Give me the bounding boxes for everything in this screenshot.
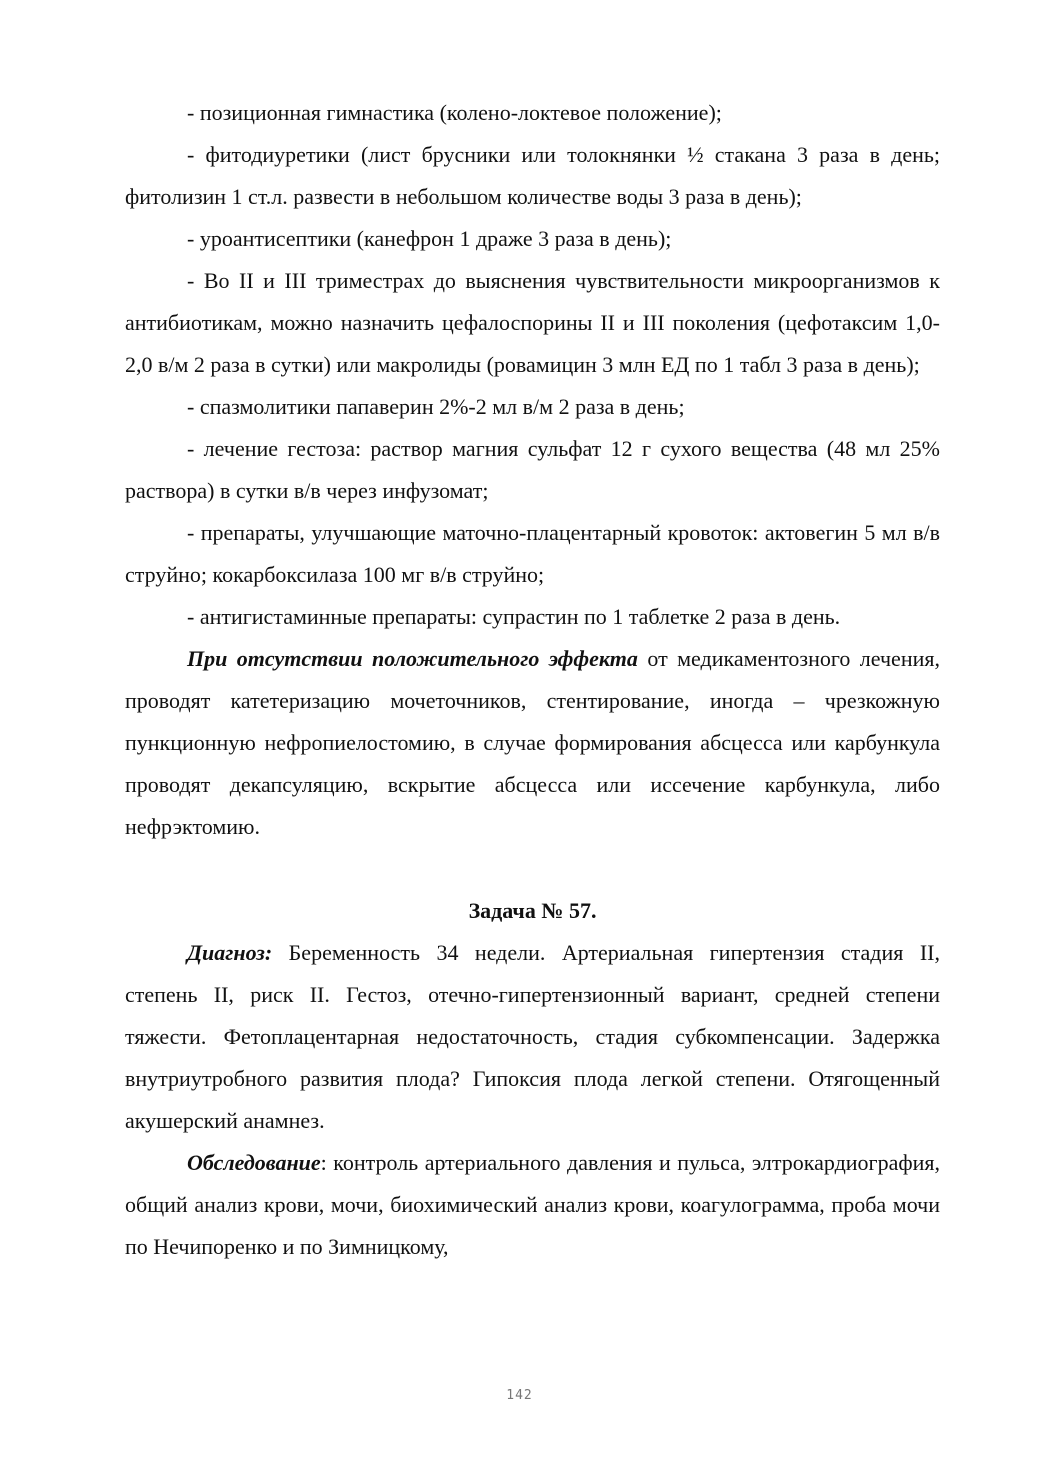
paragraph-lead: Диагноз: <box>187 940 273 965</box>
list-item: - уроантисептики (канефрон 1 драже 3 раза в день); <box>187 226 672 251</box>
examination-paragraph <box>125 1142 940 1268</box>
no-effect-paragraph <box>125 638 940 848</box>
paragraph-lead: Обследование <box>187 1150 321 1175</box>
list-item: - Во II и III триместрах до выяснения чувствительности микроорганизмов к антибиотикам, можно назначить цефалоспорины II и III поколения (цефотаксим 1,0-2,0 в/м 2 раза в сутки) или макролиды (ровамицин 3 млн ЕД по 1 табл 3 раза в день); <box>125 268 940 377</box>
task-heading: Задача № 57. <box>468 898 597 923</box>
paragraph-text: : контроль артериального давления и пульса, элтрокардиография, общий анализ крови, мочи, биохимический анализ крови, коагулограмма, проба мочи по Нечипоренко и по Зимницкому, <box>125 1150 940 1259</box>
page-number: 142 <box>506 1388 533 1403</box>
paragraph-lead: При отсутствии положительного эффекта <box>187 646 638 671</box>
list-item: - лечение гестоза: раствор магния сульфат 12 г сухого вещества (48 мл 25% раствора) в сутки в/в через инфузомат; <box>125 436 940 503</box>
list-item: - антигистаминные препараты: супрастин по 1 таблетке 2 раза в день. <box>187 604 841 629</box>
list-item: - спазмолитики папаверин 2%-2 мл в/м 2 раза в день; <box>187 394 685 419</box>
diagnosis-paragraph <box>125 932 940 1142</box>
list-item: - фитодиуретики (лист брусники или толокнянки ½ стакана 3 раза в день; фитолизин 1 ст.л. развести в небольшом количестве воды 3 раза в день); <box>125 142 940 209</box>
list-item: - препараты, улучшающие маточно-плацентарный кровоток: актовегин 5 мл в/в струйно; кокарбоксилаза 100 мг в/в струйно; <box>125 520 940 587</box>
list-item: - позиционная гимнастика (колено-локтевое положение); <box>187 100 722 125</box>
paragraph-text: Беременность 34 недели. Артериальная гипертензия стадия II, степень II, риск II. Гестоз, отечно-гипертензионный вариант, средней степени тяжести. Фетоплацентарная недостаточность, стадия субкомпенсации. Задержка внутриутробного развития плода? Гипоксия плода легкой степени. Отягощенный акушерский анамнез. <box>125 940 940 1133</box>
paragraph-text: от медикаментозного лечения, проводят катетеризацию мочеточников, стентирование, иногда – чрезкожную пункционную нефропиелостомию, в случае формирования абсцесса или карбункула проводят декапсуляцию, вскрытие абсцесса или иссечение карбункула, либо нефрэктомию. <box>125 646 940 839</box>
document-page <box>125 92 940 1268</box>
